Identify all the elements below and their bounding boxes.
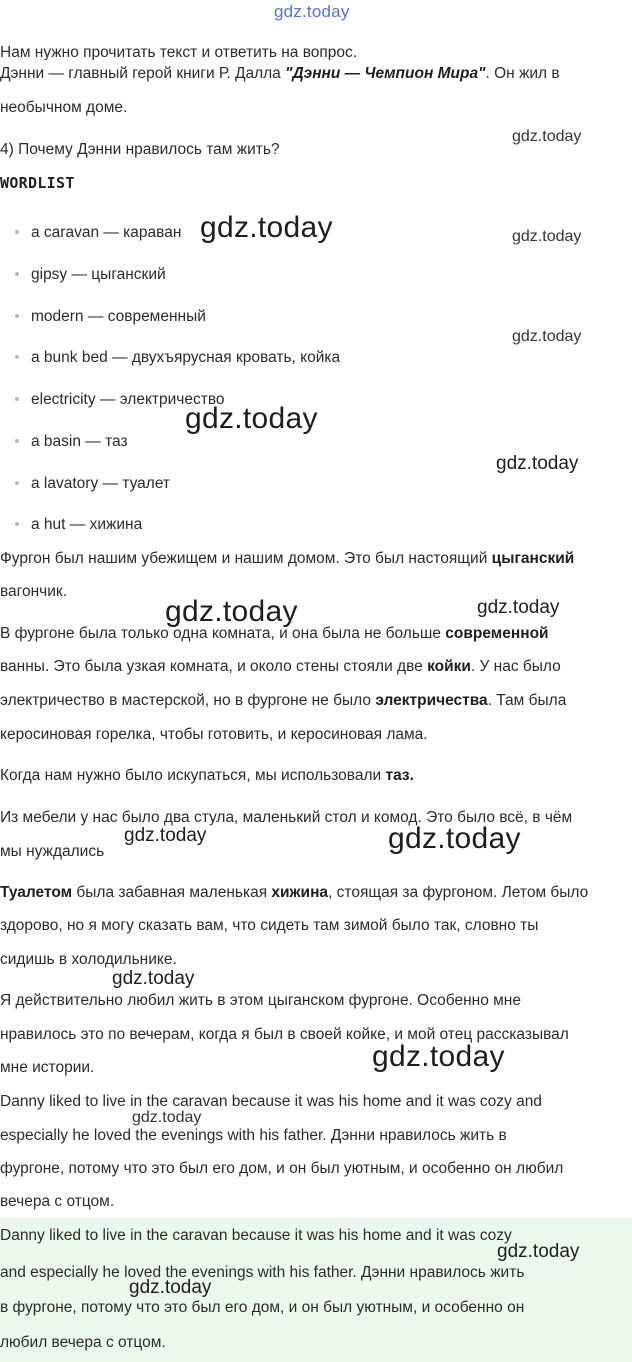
wordlist-item — [15, 265, 166, 285]
wordlist-item-text: a caravan — караван — [31, 224, 182, 241]
paragraph-2-line-3 — [0, 691, 566, 711]
answer-box-line-1: Danny liked to live in the caravan because it was his home and it was cozy — [0, 1227, 512, 1244]
bullet-icon — [15, 397, 19, 401]
wordlist-item-text: modern — современный — [31, 308, 206, 325]
intro-line-2: необычном доме. — [0, 99, 128, 116]
text: электричество в мастерской, но в фургоне не было — [0, 692, 376, 709]
watermark: gdz.today — [124, 825, 207, 846]
text: , стоящая за фургоном. Летом было — [328, 884, 589, 901]
wordlist-item — [15, 348, 340, 368]
text: Когда нам нужно было искупаться, мы использовали — [0, 767, 386, 784]
highlight-word: электричества — [375, 692, 488, 709]
paragraph-1-line-2: вагончик. — [0, 583, 67, 600]
paragraph-3 — [0, 766, 414, 786]
watermark: gdz.today — [372, 1040, 505, 1073]
paragraph-5-line-1 — [0, 883, 588, 903]
watermark: gdz.today — [388, 822, 521, 855]
bullet-icon — [15, 481, 19, 485]
watermark: gdz.today — [112, 968, 195, 989]
highlight-word: таз. — [385, 767, 414, 784]
question: 4) Почему Дэнни нравилось там жить? — [0, 141, 280, 158]
watermark: gdz.today — [129, 1277, 212, 1298]
watermark: gdz.today — [200, 211, 333, 244]
wordlist-item — [15, 474, 170, 494]
bullet-icon — [15, 314, 19, 318]
answer-line-2: especially he loved the evenings with his father. Дэнни нравилось жить в — [0, 1127, 507, 1144]
watermark: gdz.today — [185, 402, 318, 435]
intro-line-1 — [0, 64, 560, 84]
wordlist-item — [15, 307, 206, 327]
text: Фургон был нашим убежищем и нашим домом. Это был настоящий — [0, 550, 492, 567]
watermark: gdz.today — [512, 328, 582, 345]
answer-line-3: фургоне, потому что это был его дом, и он был уютным, и особенно он любил — [0, 1160, 564, 1177]
clipped-task-line — [0, 38, 420, 60]
top-watermark: gdz.today — [274, 2, 350, 21]
paragraph-4-line-1: Из мебели у нас было два стула, маленький стол и комод. Это было всё, в чём — [0, 809, 573, 826]
wordlist-item-text: gipsy — цыганский — [31, 266, 166, 283]
paragraph-1-line-1 — [0, 549, 574, 569]
wordlist-item-text: a bunk bed — двухъярусная кровать, койка — [31, 349, 341, 366]
answer-box-line-3: в фургоне, потому что это был его дом, и он был уютным, и особенно он — [0, 1299, 525, 1316]
paragraph-4-line-2: мы нуждались — [0, 843, 105, 860]
paragraph-5-line-3: сидишь в холодильнике. — [0, 951, 177, 968]
bullet-icon — [15, 230, 19, 234]
answer-line-4: вечера с отцом. — [0, 1193, 115, 1210]
paragraph-6-line-2: нравилось это по вечерам, когда я был в своей койке, и мой отец рассказывал — [0, 1026, 569, 1043]
text: . У нас было — [470, 658, 561, 675]
highlight-word: хижина — [271, 884, 329, 901]
intro-text-end: . Он жил в — [485, 65, 560, 82]
watermark: gdz.today — [477, 597, 560, 618]
watermark: gdz.today — [132, 1109, 202, 1126]
text: . Там была — [487, 692, 567, 709]
highlight-word: койки — [427, 658, 471, 675]
text: ванны. Это была узкая комната, и около стены стояли две — [0, 658, 428, 675]
highlight-word: цыганский — [491, 550, 575, 567]
task-text: Нам нужно прочитать текст и ответить на вопрос. — [0, 44, 358, 60]
bullet-icon — [15, 522, 19, 526]
watermark: gdz.today — [512, 228, 582, 245]
wordlist-item-text: a lavatory — туалет — [31, 475, 171, 492]
wordlist-item — [15, 515, 142, 535]
paragraph-6-line-1: Я действительно любил жить в этом цыганском фургоне. Особенно мне — [0, 992, 521, 1009]
wordlist-item-text: a hut — хижина — [31, 516, 143, 533]
wordlist-item — [15, 432, 128, 452]
text: была забавная маленькая — [72, 884, 272, 901]
watermark: gdz.today — [496, 453, 579, 474]
paragraph-6-line-3: мне истории. — [0, 1059, 95, 1076]
answer-box-line-2: and especially he loved the evenings with his father. Дэнни нравилось жить — [0, 1264, 525, 1281]
text: В фургоне была только одна комната, и она была не больше — [0, 625, 446, 642]
wordlist-item-text: electricity — электричество — [31, 391, 225, 408]
wordlist-item — [15, 223, 181, 243]
wordlist-heading: WORDLIST — [0, 174, 75, 192]
answer-box-line-4: любил вечера с отцом. — [0, 1334, 166, 1351]
watermark: gdz.today — [512, 128, 582, 145]
paragraph-5-line-2: здорово, но я могу сказать вам, что сидеть там зимой было так, словно ты — [0, 917, 539, 934]
paragraph-2-line-2 — [0, 657, 561, 677]
answer-line-1: Danny liked to live in the caravan because it was his home and it was cozy and — [0, 1093, 542, 1110]
highlight-word: Туалетом — [0, 884, 73, 901]
wordlist-item-text: a basin — таз — [31, 433, 128, 450]
bullet-icon — [15, 439, 19, 443]
intro-text: Дэнни — главный герой книги Р. Далла — [0, 65, 286, 82]
watermark: gdz.today — [165, 595, 298, 628]
book-title: "Дэнни — Чемпион Мира" — [285, 65, 486, 82]
watermark: gdz.today — [497, 1241, 580, 1262]
highlight-word: современной — [445, 625, 549, 642]
bullet-icon — [15, 272, 19, 276]
paragraph-2-line-4: керосиновая горелка, чтобы готовить, и керосиновая лама. — [0, 726, 428, 743]
bullet-icon — [15, 355, 19, 359]
